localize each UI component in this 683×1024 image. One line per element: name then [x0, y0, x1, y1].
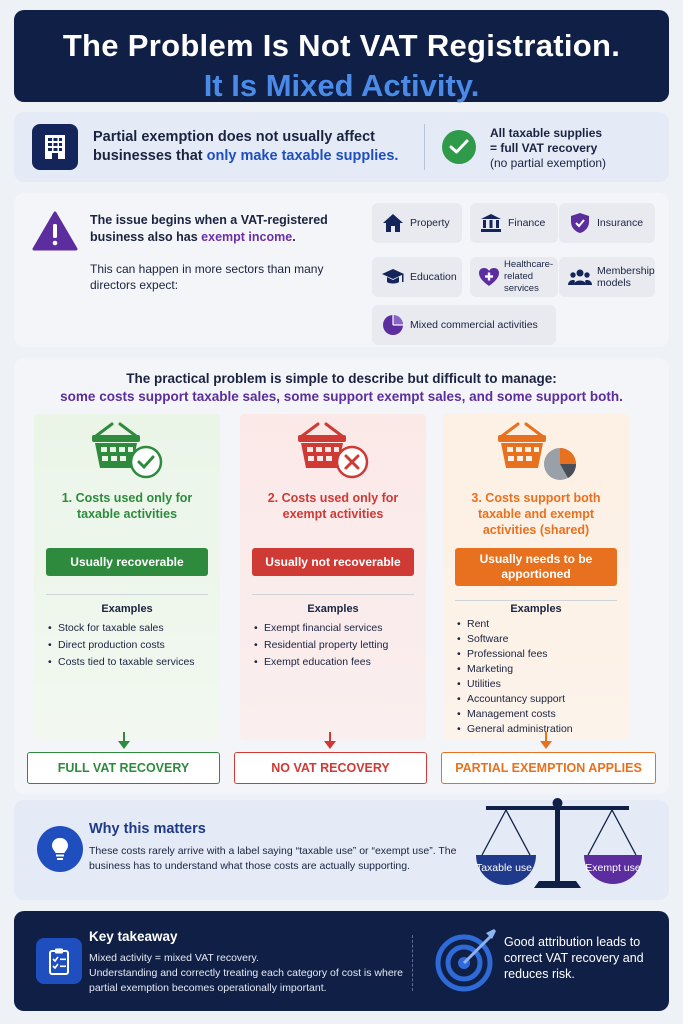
sector-tag-membership: Membership models [559, 257, 655, 297]
divider [252, 594, 414, 595]
people-group-icon [567, 264, 593, 290]
sector-tag-healthcare: Healthcare- related services [470, 257, 558, 297]
list-item: • Stock for taxable sales [48, 620, 214, 637]
pie-chart-icon [380, 312, 406, 338]
divider [424, 124, 425, 170]
status-badge: Usually not recoverable [252, 548, 414, 576]
sector-tag-finance: Finance [470, 203, 558, 243]
basket-pie-icon [443, 422, 629, 482]
list-item: • Exempt education fees [254, 654, 420, 671]
list-item: • Direct production costs [48, 637, 214, 654]
column-title: 2. Costs used only for exempt activities [267, 491, 399, 521]
warning-triangle-icon [32, 211, 78, 256]
basket-check-icon [34, 422, 220, 480]
examples-heading: Examples [307, 603, 359, 615]
divider [46, 594, 208, 595]
house-icon [380, 210, 406, 236]
issue-panel [14, 193, 669, 347]
cost-column-exempt [240, 414, 426, 740]
examples-list [48, 620, 214, 671]
lightbulb-icon [37, 826, 83, 872]
result-partial-exemption: PARTIAL EXEMPTION APPLIES [441, 752, 656, 784]
issue-statement: The issue begins when a VAT-registered business also has exempt income. [90, 213, 328, 244]
arrow-down-icon [539, 732, 553, 750]
list-item: • Professional fees [457, 647, 623, 662]
office-building-icon [32, 124, 78, 170]
target-arrow-icon [434, 927, 500, 993]
list-item: • Costs tied to taxable services [48, 654, 214, 671]
why-title: Why this matters [89, 821, 206, 837]
list-item: • Software [457, 632, 623, 647]
takeaway-text: Mixed activity = mixed VAT recovery. Understanding and correctly treating each category of cost is where partial exemption becomes operationally important. [89, 952, 404, 994]
graduation-cap-icon [380, 264, 406, 290]
problem-subheading: some costs support taxable sales, some support exempt sales, and some support both. [60, 389, 623, 404]
bank-icon [478, 210, 504, 236]
status-badge: Usually needs to be apportioned [455, 548, 617, 586]
sector-tag-education: Education [372, 257, 462, 297]
scale-label-taxable: Taxable use [475, 862, 533, 874]
result-full-recovery: FULL VAT RECOVERY [27, 752, 220, 784]
clipboard-checklist-icon [36, 938, 82, 984]
status-badge: Usually recoverable [46, 548, 208, 576]
arrow-down-icon [117, 732, 131, 750]
page-subtitle: It Is Mixed Activity. [203, 68, 480, 103]
divider [455, 600, 617, 601]
takeaway-panel [14, 911, 669, 1011]
header-banner [14, 10, 669, 102]
scale-label-exempt: Exempt use [585, 862, 641, 874]
sector-tag-insurance: Insurance [559, 203, 655, 243]
basket-cross-icon [240, 422, 426, 480]
balance-scale-icon [454, 795, 659, 899]
why-text: These costs rarely arrive with a label saying “taxable use” or “exempt use”. The business has to understand what those costs are actually supporting. [89, 845, 457, 872]
column-title: 1. Costs used only for taxable activities [61, 491, 193, 521]
list-item: • Exempt financial services [254, 620, 420, 637]
sector-tag-property: Property [372, 203, 462, 243]
issue-note: This can happen in more sectors than many directors expect: [90, 262, 324, 292]
takeaway-title: Key takeaway [89, 929, 178, 944]
list-item: • Accountancy support [457, 692, 623, 707]
list-item: • Residential property letting [254, 637, 420, 654]
arrow-down-icon [323, 732, 337, 750]
why-panel [14, 800, 669, 900]
shield-icon [567, 210, 593, 236]
takeaway-conclusion: Good attribution leads to correct VAT recovery and reduces risk. [504, 935, 644, 981]
examples-heading: Examples [510, 603, 562, 615]
problem-heading: The practical problem is simple to describe but difficult to manage: [126, 371, 557, 386]
sector-tag-mixed-commercial: Mixed commercial activities [372, 305, 556, 345]
health-heart-icon [478, 264, 500, 290]
list-item: • General administration [457, 722, 623, 737]
cost-column-taxable [34, 414, 220, 740]
list-item: • Marketing [457, 662, 623, 677]
intro-statement: Partial exemption does not usually affect businesses that only make taxable supplies. [93, 129, 399, 164]
list-item: • Management costs [457, 707, 623, 722]
column-title: 3. Costs support both taxable and exempt activities (shared) [471, 491, 601, 537]
examples-list [457, 617, 623, 737]
list-item: • Rent [457, 617, 623, 632]
divider [412, 935, 413, 991]
result-no-recovery: NO VAT RECOVERY [234, 752, 427, 784]
intro-summary: All taxable supplies = full VAT recovery (no partial exemption) [490, 126, 607, 170]
examples-list [254, 620, 420, 671]
page-title: The Problem Is Not VAT Registration. [62, 28, 621, 63]
intro-panel [14, 112, 669, 182]
cost-column-shared [443, 414, 629, 740]
check-circle-icon [442, 130, 476, 164]
examples-heading: Examples [101, 603, 153, 615]
list-item: • Utilities [457, 677, 623, 692]
